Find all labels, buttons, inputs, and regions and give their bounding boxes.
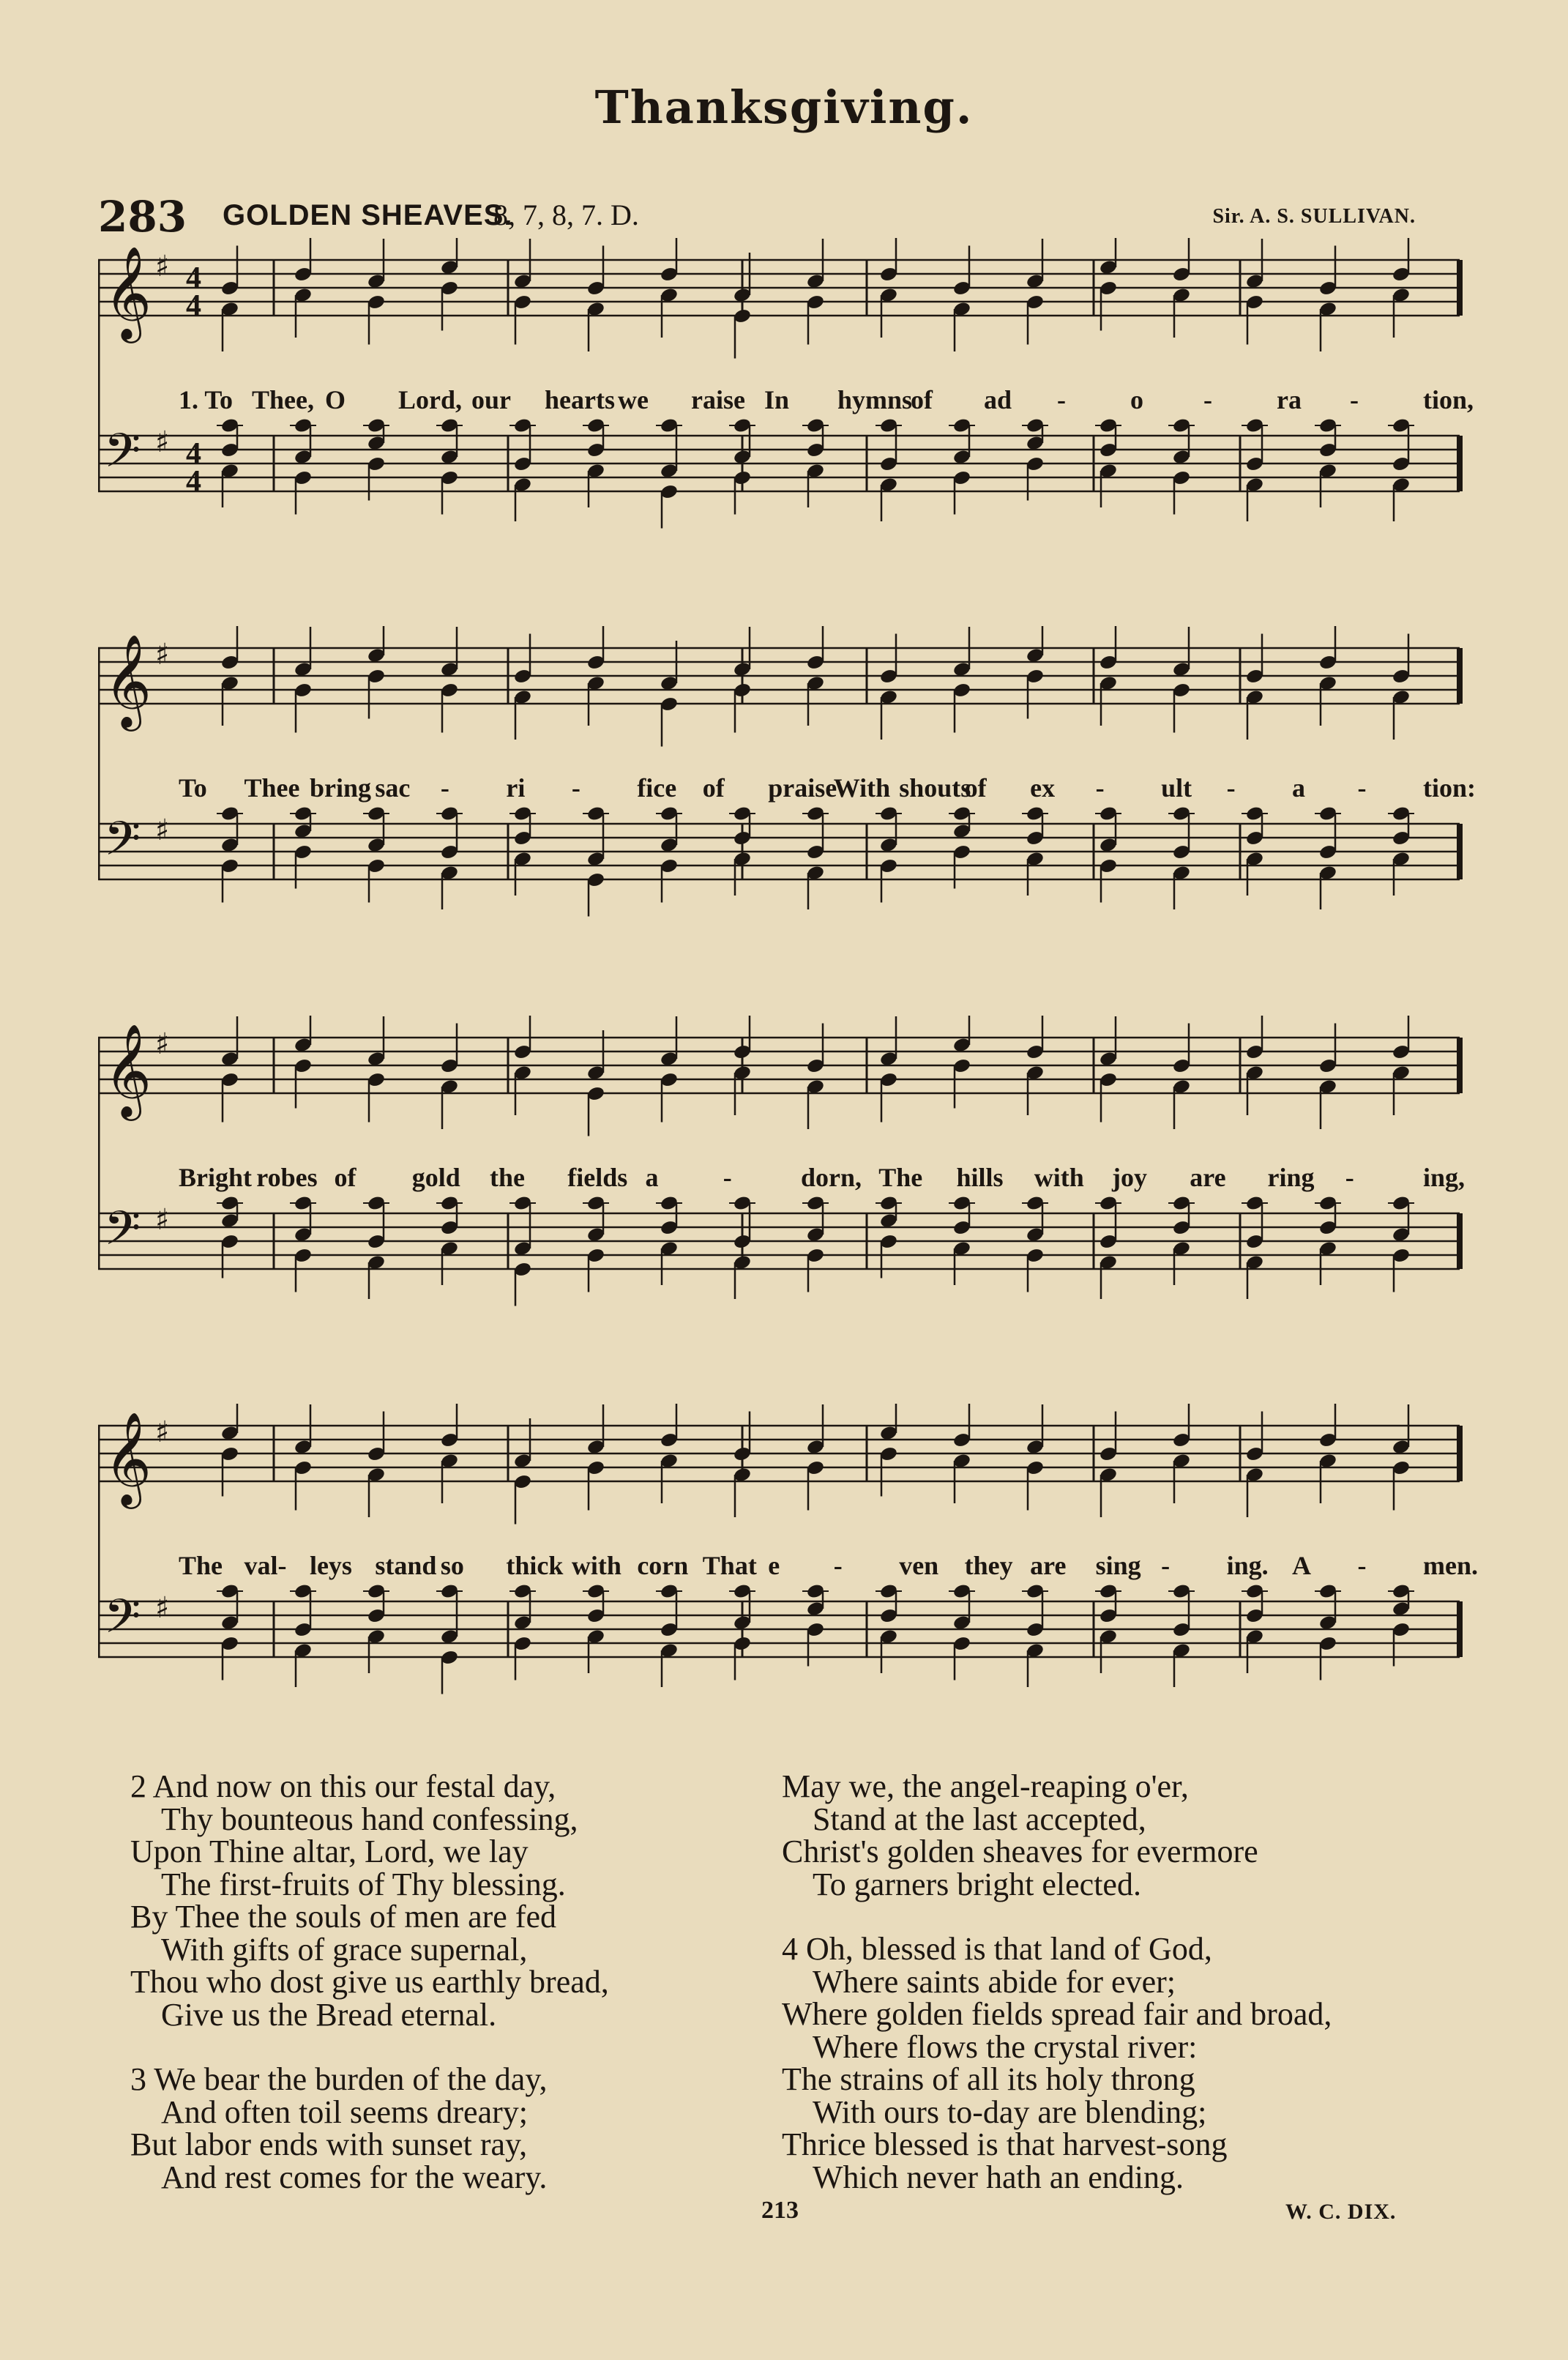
treble-clef-icon: 𝄞 — [104, 633, 152, 727]
chord-note — [1245, 634, 1264, 740]
lyric-syllable: - — [833, 1551, 843, 1580]
lyric-line — [98, 773, 1476, 809]
chord-note — [513, 634, 532, 740]
lyric-syllable: Bright — [179, 1163, 253, 1192]
lyric-syllable: ex — [1030, 773, 1056, 803]
lyric-syllable: - — [1095, 773, 1105, 803]
chord-note — [1099, 1412, 1118, 1518]
verse-4 — [782, 1933, 1332, 2194]
lyric-syllable: with — [571, 1551, 621, 1580]
lyric-syllable: we — [618, 385, 649, 414]
chord-note — [876, 805, 902, 903]
lyric-syllable: ad — [984, 385, 1012, 414]
lyric-syllable: 1. To — [179, 385, 234, 414]
lyric-syllable: ult — [1161, 773, 1192, 803]
lyric-syllable: ri — [506, 773, 526, 803]
chord-note — [806, 1404, 825, 1511]
composer: Sir. A. S. SULLIVAN. — [1212, 205, 1416, 228]
chord-note — [367, 1016, 386, 1123]
lyric-syllable: fields — [567, 1163, 628, 1192]
meter: 8, 7, 8, 7. D. — [493, 198, 639, 231]
lyric-syllable: corn — [637, 1551, 689, 1580]
verse-line: By Thee the souls of men are fed — [130, 1899, 557, 1935]
chord-note — [949, 1583, 975, 1680]
verse-line: With gifts of grace supernal, — [161, 1931, 528, 1968]
chord-note — [949, 417, 975, 515]
lyric-syllable: robes — [256, 1163, 318, 1192]
lyric-syllable: Lord, — [398, 385, 463, 414]
music-system-4 — [98, 1404, 1478, 1784]
chord-note — [1388, 417, 1414, 521]
chord-note — [363, 1195, 389, 1299]
chord-note — [802, 1583, 829, 1667]
chord-note — [220, 246, 239, 352]
chord-note — [583, 417, 609, 507]
chord-note — [656, 417, 682, 529]
music-system-1 — [98, 238, 1474, 619]
lyric-syllable: hymns — [837, 385, 913, 414]
chord-note — [509, 1583, 536, 1680]
chord-note — [806, 239, 825, 345]
chord-note — [1315, 805, 1341, 909]
lyric-syllable: ring — [1267, 1163, 1315, 1192]
lyric-syllable: o — [1130, 385, 1143, 414]
chord-note — [363, 805, 389, 903]
staff-group — [98, 626, 1460, 917]
time-signature-icon: 4 — [186, 465, 201, 499]
lyric-syllable: To — [179, 773, 207, 803]
lyric-syllable: are — [1190, 1163, 1226, 1192]
lyric-syllable: - — [1161, 1551, 1171, 1580]
treble-staff — [98, 1411, 1460, 1509]
chord-note — [952, 1016, 971, 1109]
chord-note — [1168, 417, 1195, 515]
lyric-syllable: so — [440, 1551, 464, 1580]
chord-note — [509, 417, 536, 521]
lyric-syllable: of — [911, 385, 933, 414]
verse-3-continued — [782, 1768, 1258, 1902]
chord-note — [440, 1024, 459, 1130]
time-signature-icon: 4 — [186, 437, 201, 471]
chord-note — [879, 1016, 898, 1123]
treble-staff — [98, 633, 1460, 732]
lyric-syllable: hills — [956, 1163, 1004, 1192]
lyric-line — [98, 1162, 1467, 1199]
chord-note — [1392, 634, 1411, 740]
lyric-syllable: - — [1357, 1551, 1367, 1580]
lyric-syllable: e — [768, 1551, 780, 1580]
lyric-syllable: praise — [768, 773, 837, 803]
chord-note — [586, 246, 605, 352]
bass-staff — [98, 812, 1460, 879]
chord-note — [367, 1412, 386, 1518]
music-system-2 — [98, 626, 1476, 1007]
verse-line: Thrice blessed is that harvest-song — [782, 2126, 1228, 2162]
author: W. C. DIX. — [1285, 2200, 1397, 2224]
chord-note — [876, 1195, 902, 1278]
verse-line: 3 We bear the burden of the day, — [130, 2061, 548, 2097]
verse-line: Stand at the last accepted, — [813, 1801, 1146, 1837]
chord-note — [802, 1195, 829, 1292]
sharp-icon: ♯ — [155, 1415, 170, 1449]
chord-note — [1168, 1583, 1195, 1687]
chord-note — [1315, 417, 1341, 507]
chord-note — [513, 239, 532, 345]
sharp-icon: ♯ — [155, 250, 170, 283]
verse-line: Where flows the crystal river: — [813, 2028, 1198, 2065]
chord-note — [1315, 1583, 1341, 1680]
lyric-syllable: val- — [244, 1551, 287, 1580]
lyric-syllable: The — [179, 1551, 223, 1580]
lyric-syllable: fice — [637, 773, 677, 803]
lyric-syllable: are — [1030, 1551, 1067, 1580]
chord-note — [290, 417, 316, 515]
chord-note — [1172, 1024, 1191, 1130]
chord-note — [1168, 805, 1195, 909]
bass-clef-icon: 𝄢 — [104, 1590, 141, 1656]
verse-line: Upon Thine altar, Lord, we lay — [130, 1834, 529, 1869]
chord-note — [509, 805, 536, 896]
chord-note — [586, 1030, 605, 1136]
lyric-syllable: joy — [1112, 1163, 1147, 1192]
lyric-syllable: - — [1057, 385, 1066, 414]
chord-note — [436, 1583, 463, 1694]
lyric-syllable: shouts — [899, 773, 971, 803]
verse-line: But labor ends with sunset ray, — [130, 2126, 528, 2162]
lyric-syllable: the — [490, 1163, 525, 1192]
chord-note — [1242, 1583, 1268, 1673]
chord-note — [1245, 1412, 1264, 1518]
lyric-syllable: tion, — [1423, 385, 1474, 414]
chord-note — [876, 417, 902, 521]
chord-note — [656, 1195, 682, 1285]
chord-note — [1388, 1195, 1414, 1292]
verse-line: May we, the angel-reaping o'er, — [782, 1768, 1189, 1804]
chord-note — [436, 417, 463, 515]
chord-note — [217, 1195, 243, 1278]
chord-note — [802, 805, 829, 909]
chord-note — [294, 1404, 313, 1511]
chord-note — [802, 417, 829, 507]
staff-group — [98, 1404, 1460, 1694]
verse-line: Thy bounteous hand confessing, — [161, 1801, 578, 1837]
chord-note — [217, 417, 243, 507]
lyric-syllable: O — [325, 385, 346, 414]
chord-note — [583, 805, 609, 917]
chord-note — [1026, 626, 1045, 719]
verse-line: Where golden fields spread fair and broad, — [782, 1996, 1332, 2032]
chord-note — [436, 805, 463, 909]
chord-note — [290, 1195, 316, 1292]
staff-group — [98, 238, 1460, 529]
verse-line: Thou who dost give us earthly bread, — [130, 1964, 609, 2000]
lyric-syllable: hearts — [545, 385, 615, 414]
chord-note — [1168, 1195, 1195, 1285]
verse-line: The first-fruits of Thy blessing. — [161, 1866, 566, 1902]
lyric-syllable: - — [1226, 773, 1236, 803]
lyric-syllable: raise — [691, 385, 745, 414]
lyric-syllable: a — [1292, 773, 1306, 803]
verse-line: Which never hath an ending. — [813, 2159, 1184, 2195]
verse-line: 2 And now on this our festal day, — [130, 1768, 556, 1804]
lyric-syllable: - — [1203, 385, 1212, 414]
lyric-syllable: - — [723, 1163, 732, 1192]
chord-note — [879, 1404, 898, 1497]
lyric-syllable: Thee — [244, 773, 300, 803]
staff-group — [98, 1016, 1460, 1306]
chord-note — [949, 1195, 975, 1285]
bass-clef-icon: 𝄢 — [104, 424, 141, 490]
verse-line: With ours to-day are blending; — [813, 2093, 1207, 2130]
chord-note — [1315, 1195, 1341, 1285]
verse-line: The strains of all its holy throng — [782, 2061, 1195, 2097]
time-signature-icon: 4 — [186, 289, 201, 323]
chord-note — [1099, 1016, 1118, 1123]
lyric-syllable: Thee, — [252, 385, 314, 414]
sharp-icon: ♯ — [155, 1591, 170, 1625]
chord-note — [952, 627, 971, 733]
lyric-syllable: - — [1345, 1163, 1354, 1192]
lyric-syllable: of — [702, 773, 725, 803]
lyric-syllable: dorn, — [801, 1163, 862, 1192]
lyric-syllable: That — [702, 1551, 757, 1580]
lyric-syllable: tion: — [1423, 773, 1476, 803]
page-number: 213 — [761, 2197, 799, 2224]
chord-note — [879, 634, 898, 740]
lyric-syllable: with — [1034, 1163, 1084, 1192]
lyric-syllable: ven — [899, 1551, 939, 1580]
music-system-3 — [98, 1016, 1467, 1396]
chord-note — [1388, 805, 1414, 896]
sharp-icon: ♯ — [155, 425, 170, 459]
chord-note — [440, 238, 459, 331]
chord-note — [363, 1583, 389, 1673]
chord-note — [1026, 1404, 1045, 1511]
sharp-icon: ♯ — [155, 814, 170, 847]
lyric-syllable: of — [334, 1163, 356, 1192]
chord-note — [290, 805, 316, 889]
chord-note — [952, 246, 971, 352]
tune-name: GOLDEN SHEAVES. — [223, 199, 513, 231]
lyric-syllable: gold — [411, 1163, 460, 1192]
verses — [0, 1768, 1568, 2210]
chord-note — [1388, 1583, 1414, 1667]
chord-note — [1318, 1024, 1337, 1130]
chord-note — [1392, 1404, 1411, 1511]
bass-clef-icon: 𝄢 — [104, 812, 141, 878]
verse-3 — [130, 2063, 547, 2194]
chord-note — [1242, 805, 1268, 896]
lyric-syllable: ra — [1277, 385, 1302, 414]
lyric-syllable: a — [645, 1163, 659, 1192]
chord-note — [1095, 805, 1121, 903]
verse-line: Christ's golden sheaves for evermore — [782, 1834, 1258, 1869]
chord-note — [290, 1583, 316, 1687]
lyric-syllable: - — [440, 773, 449, 803]
treble-clef-icon: 𝄞 — [104, 1023, 152, 1117]
sharp-icon: ♯ — [155, 1027, 170, 1061]
lyric-syllable: - — [1357, 773, 1367, 803]
chord-note — [513, 1418, 532, 1525]
chord-note — [436, 1195, 463, 1285]
chord-note — [586, 1404, 605, 1511]
chord-note — [217, 1583, 243, 1680]
chord-note — [656, 1583, 682, 1687]
lyric-syllable: ing. — [1226, 1551, 1269, 1580]
chord-note — [217, 805, 243, 903]
chord-note — [583, 1583, 609, 1673]
sharp-icon: ♯ — [155, 638, 170, 671]
chord-note — [583, 1195, 609, 1292]
chord-note — [1095, 1195, 1121, 1299]
lyric-syllable: they — [964, 1551, 1013, 1580]
chord-note — [1022, 805, 1048, 896]
verse-2 — [130, 1768, 609, 2033]
lyric-syllable: bring — [309, 773, 371, 803]
chord-note — [876, 1583, 902, 1673]
chord-note — [949, 805, 975, 889]
lyric-syllable: thick — [506, 1551, 564, 1580]
verse-line: Where saints abide for ever; — [813, 1963, 1176, 2000]
verse-line: And rest comes for the weary. — [161, 2159, 548, 2195]
chord-note — [1242, 417, 1268, 521]
chord-note — [1095, 1583, 1121, 1673]
chord-note — [363, 417, 389, 501]
chord-note — [1318, 246, 1337, 352]
verse-line: And often toil seems dreary; — [161, 2093, 528, 2130]
lyric-syllable: sing — [1095, 1551, 1141, 1580]
lyric-syllable: stand — [375, 1551, 437, 1580]
verse-line: 4 Oh, blessed is that land of God, — [782, 1931, 1212, 1967]
lyric-syllable: In — [764, 385, 790, 414]
lyric-syllable: - — [1350, 385, 1359, 414]
verse-line: Give us the Bread eternal. — [161, 1996, 497, 2033]
lyric-syllable: ing, — [1423, 1163, 1466, 1192]
chord-note — [220, 1404, 239, 1497]
lyric-syllable: leys — [309, 1551, 352, 1580]
chord-note — [367, 239, 386, 345]
lyric-syllable: men. — [1423, 1551, 1478, 1580]
chord-note — [220, 1016, 239, 1123]
lyric-line — [98, 384, 1474, 421]
treble-clef-icon: 𝄞 — [104, 1411, 152, 1505]
chord-note — [1242, 1195, 1268, 1299]
chord-note — [440, 627, 459, 733]
chord-note — [1022, 1583, 1048, 1687]
chord-note — [1099, 238, 1118, 331]
lyric-line — [98, 1550, 1478, 1587]
verse-line: To garners bright elected. — [813, 1866, 1141, 1902]
lyric-syllable: our — [471, 385, 511, 414]
sharp-icon: ♯ — [155, 1203, 170, 1237]
chord-note — [660, 641, 679, 747]
lyric-syllable: - — [571, 773, 580, 803]
chord-note — [1022, 417, 1048, 501]
chord-note — [509, 1195, 536, 1306]
chord-note — [294, 627, 313, 733]
chord-note — [1095, 417, 1121, 507]
lyric-syllable: A — [1292, 1551, 1312, 1580]
treble-clef-icon: 𝄞 — [104, 245, 152, 339]
lyric-syllable: of — [964, 773, 987, 803]
chord-note — [1026, 239, 1045, 345]
section-title: Thanksgiving. — [594, 81, 974, 134]
lyric-syllable: With — [833, 773, 891, 803]
chord-note — [1022, 1195, 1048, 1292]
chord-note — [660, 1016, 679, 1123]
chord-note — [294, 1016, 313, 1109]
time-signature-icon: 4 — [186, 261, 201, 295]
hymn-number: 283 — [98, 192, 187, 242]
bass-clef-icon: 𝄢 — [104, 1202, 141, 1268]
chord-note — [367, 626, 386, 719]
lyric-syllable: The — [878, 1163, 923, 1192]
chord-note — [729, 1195, 755, 1299]
chord-note — [656, 805, 682, 903]
chord-note — [1172, 627, 1191, 733]
chord-note — [1245, 239, 1264, 345]
lyric-syllable: sac — [375, 773, 411, 803]
chord-note — [806, 1024, 825, 1130]
